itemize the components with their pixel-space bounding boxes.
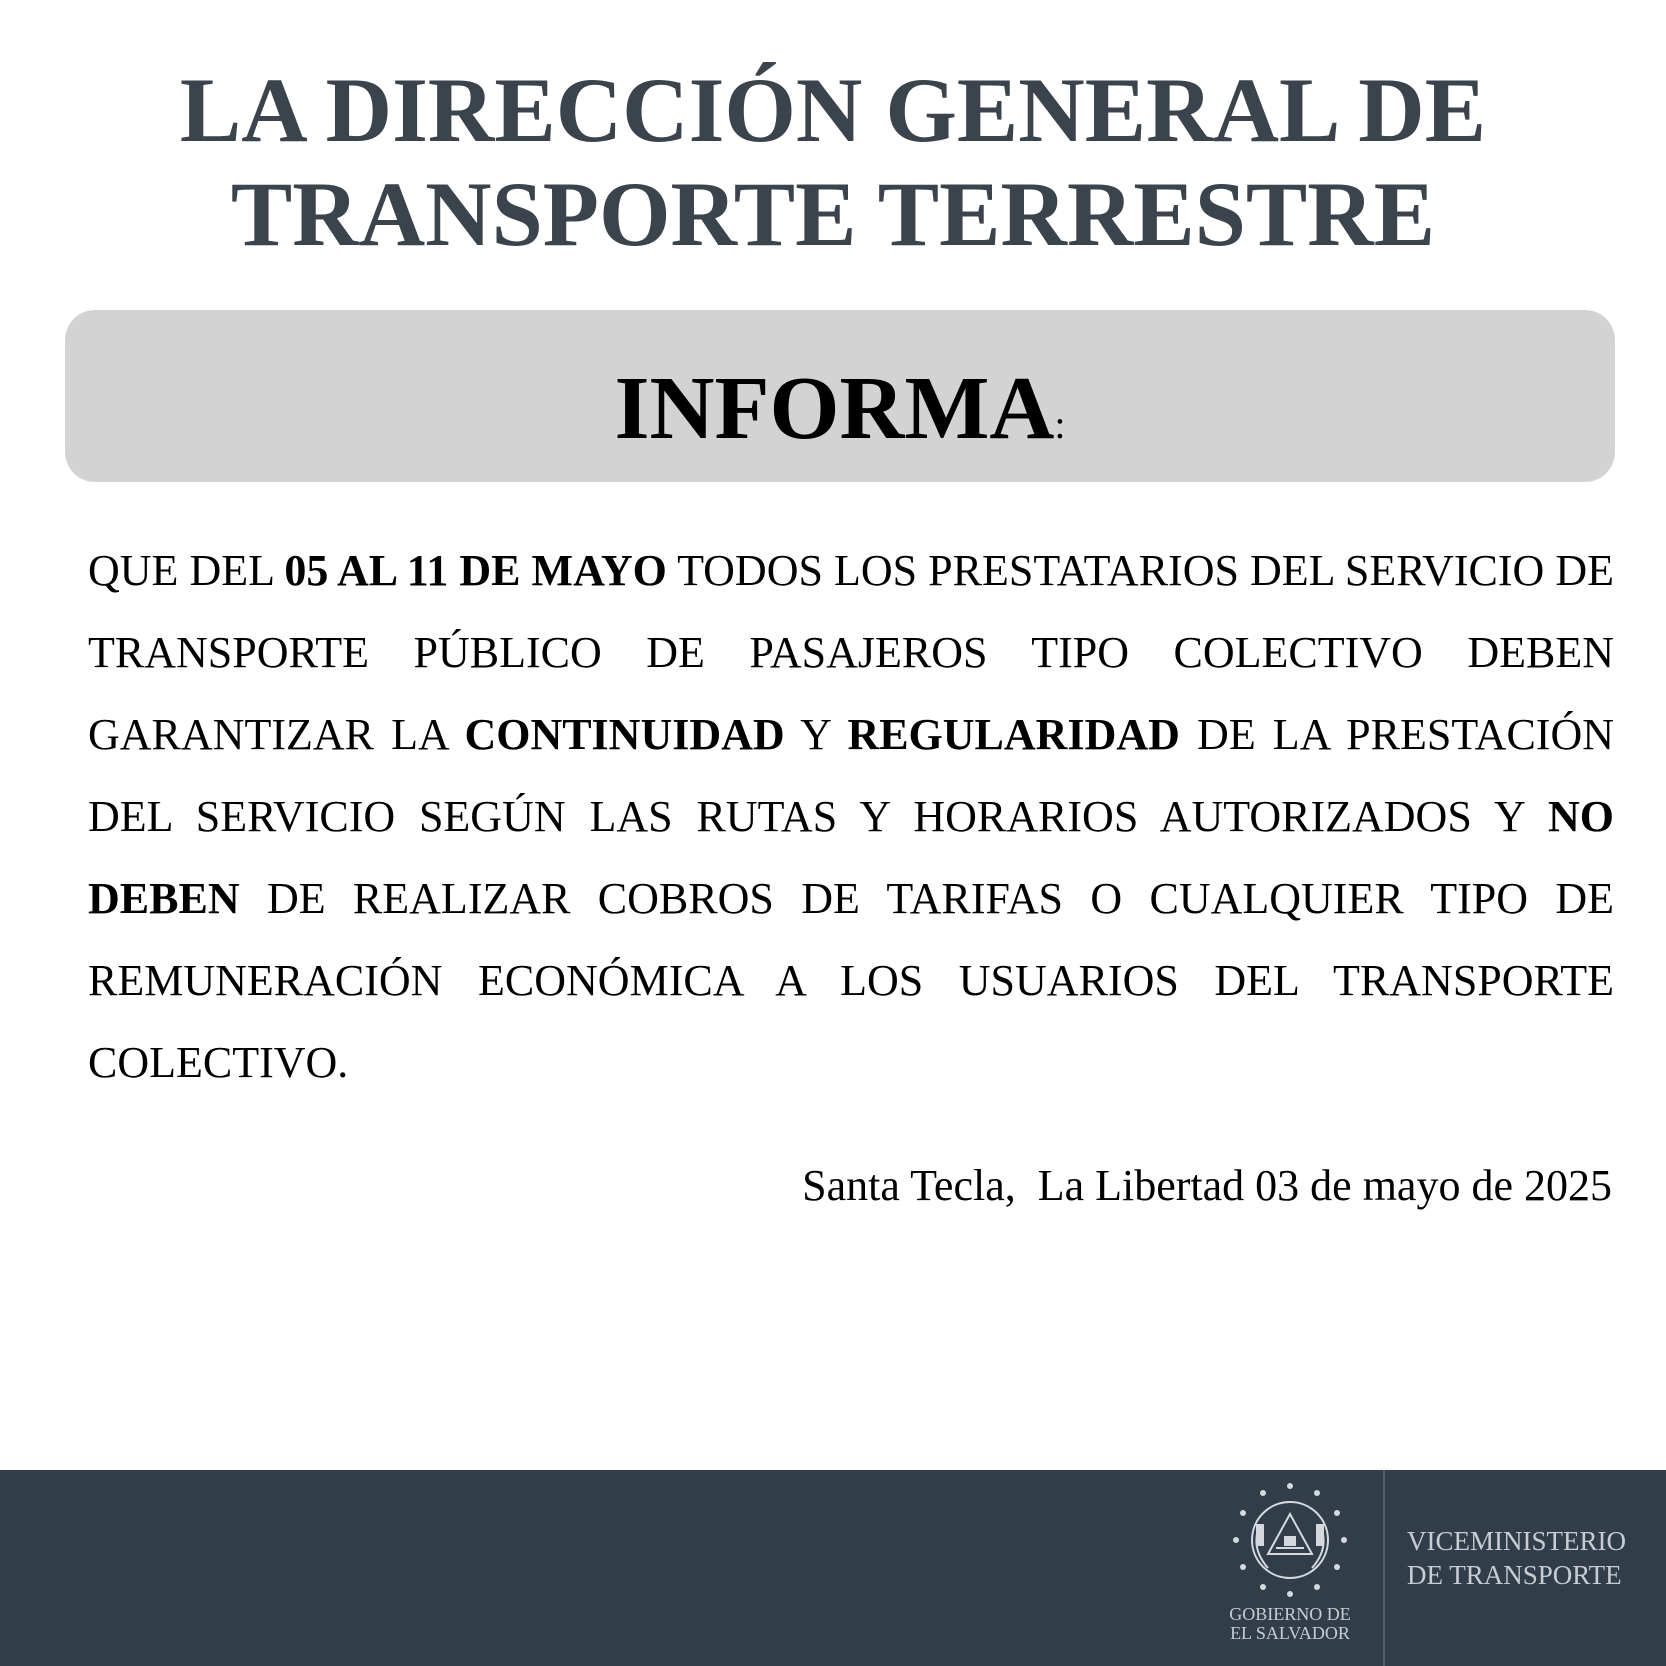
notice-continuity: CONTINUIDAD [464, 710, 785, 759]
seal-flags [1256, 1524, 1324, 1546]
government-line-2: EL SALVADOR [1230, 1623, 1350, 1643]
el-salvador-coat-of-arms-icon [1228, 1478, 1352, 1602]
informa-heading [65, 359, 1615, 458]
ministry-name [1407, 1524, 1626, 1592]
notice-dates: 05 AL 11 DE MAYO [284, 546, 667, 595]
notice-text: DE REALIZAR COBROS DE TARIFAS O CUALQUIER TIPO DE REMUNERACIÓN ECONÓMICA A LOS USUARIOS DEL TRANSPORTE COLECTIVO. [88, 874, 1614, 1087]
footer-divider [1383, 1470, 1385, 1666]
notice-text: DE LA PRESTACIÓN DEL SERVICIO SEGÚN LAS RUTAS Y HORARIOS AUTORIZADOS Y [88, 710, 1614, 841]
informa-banner [65, 310, 1615, 482]
government-name [1210, 1605, 1370, 1643]
place-date-signature: Santa Tecla, La Libertad 03 de mayo de 2025 [802, 1161, 1612, 1210]
ministry-line-1: VICEMINISTERIO [1407, 1526, 1626, 1556]
title-line-2: TRANSPORTE TERRESTRE [230, 163, 1436, 265]
notice-text: Y [784, 710, 848, 759]
page-title [0, 58, 1666, 266]
notice-regularity: REGULARIDAD [847, 710, 1180, 759]
ministry-line-2: DE TRANSPORTE [1407, 1560, 1622, 1590]
informa-word: INFORMA [614, 359, 1055, 458]
notice-text: TODOS LOS PRESTATARIOS DEL SERVICIO DE TRANSPORTE PÚBLICO DE PASAJEROS TIPO COLECTIVO DEBEN GARANTIZAR LA [88, 546, 1615, 759]
informa-colon: : [1054, 402, 1066, 447]
notice-text: QUE DEL [88, 546, 285, 595]
title-line-1: LA DIRECCIÓN GENERAL DE [179, 59, 1487, 161]
notice-no-deben: NO DEBEN [88, 792, 1614, 923]
notice-body [88, 530, 1614, 1104]
government-line-1: GOBIERNO DE [1229, 1604, 1351, 1624]
